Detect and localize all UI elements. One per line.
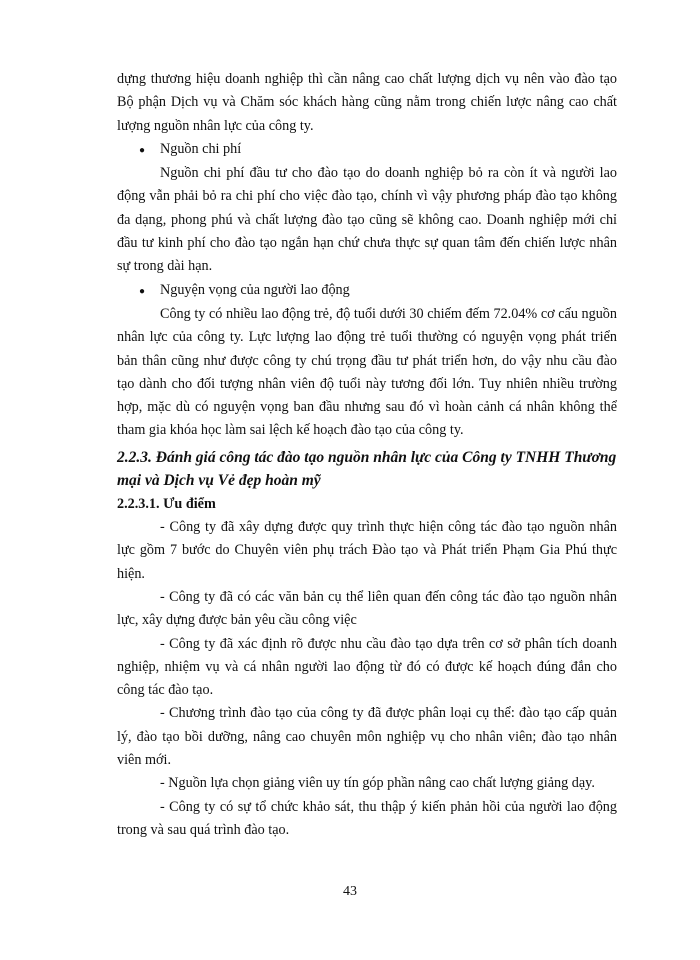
paragraph-cost: Nguồn chi phí đầu tư cho đào tạo do doanh nghiệp bỏ ra còn ít và người lao động vẫn phải bỏ ra chi phí cho việc đào tạo, chính vì vậy phương pháp đào tạo không đa dạng, phong phú và chất lượng đào tạo cũng sẽ không cao. Doanh nghiệp mới chỉ đầu tư kinh phí cho đào tạo ngắn hạn chứ chưa thực sự quan tâm đến chiến lược nhân sự trong dài hạn. bbox=[117, 165, 617, 275]
bullet-icon: ● bbox=[139, 285, 146, 297]
advantage-item: - Công ty đã có các văn bản cụ thể liên quan đến công tác đào tạo nguồn nhân lực, xây dựng được bản yêu cầu công việc bbox=[117, 588, 617, 629]
bullet-item-employee-wishes bbox=[117, 279, 617, 303]
advantage-item: - Công ty có sự tổ chức khảo sát, thu thập ý kiến phản hồi của người lao động trong và sau quá trình đào tạo. bbox=[117, 798, 617, 838]
advantage-item: - Công ty đã xây dựng được quy trình thực hiện công tác đào tạo nguồn nhân lực gồm 7 bước do Chuyên viên phụ trách Đào tạo và Phát triển Phạm Gia Phú thực hiện. bbox=[117, 519, 617, 582]
advantage-item: - Công ty đã xác định rõ được nhu cầu đào tạo dựa trên cơ sở phân tích doanh nghiệp, nhiệm vụ và cá nhân người lao động từ đó có được kế hoạch đúng đắn cho công tác đào tạo. bbox=[117, 635, 617, 699]
bullet-label: Nguyện vọng của người lao động bbox=[160, 281, 350, 298]
page-number: 43 bbox=[343, 884, 357, 899]
advantage-item: - Nguồn lựa chọn giảng viên uy tín góp phần nâng cao chất lượng giảng dạy. bbox=[160, 775, 595, 792]
document-body bbox=[117, 68, 617, 842]
paragraph-employee-wishes: Công ty có nhiều lao động trẻ, độ tuổi dưới 30 chiếm đếm 72.04% cơ cấu nguồn nhân lực của công ty. Lực lượng lao động trẻ tuổi thường có nguyện vọng phát triển bản thân cũng như được công ty chú trọng đầu tư phát triển hơn, do vậy nhu cầu đào tạo dành cho đối tượng nhân viên độ tuổi này tương đối lớn. Tuy nhiên nhiều trường hợp, mặc dù có nguyện vọng ban đầu nhưng sau đó vì hoàn cảnh cá nhân không thể tham gia khóa học làm sai lệch kế hoạch đào tạo của công ty. bbox=[117, 305, 617, 439]
bullet-icon: ● bbox=[139, 144, 146, 156]
section-heading: 2.2.3. Đánh giá công tác đào tạo nguồn nhân lực của Công ty TNHH Thương mại và Dịch vụ Vẻ đẹp hoàn mỹ bbox=[117, 448, 617, 490]
subsection-heading: 2.2.3.1. Ưu điểm bbox=[117, 495, 216, 512]
bullet-item-cost-source bbox=[117, 138, 617, 162]
advantage-item: - Chương trình đào tạo của công ty đã được phân loại cụ thể: đào tạo cấp quản lý, đào tạo bồi dưỡng, nâng cao chuyên môn nghiệp vụ cho nhân viên; đào tạo nhân viên mới. bbox=[117, 705, 617, 769]
bullet-label: Nguồn chi phí bbox=[160, 140, 242, 157]
paragraph-continuation: dựng thương hiệu doanh nghiệp thì cần nâng cao chất lượng dịch vụ nên vào đào tạo Bộ phận Dịch vụ và Chăm sóc khách hàng cũng nằm trong chiến lược nâng cao chất lượng nguồn nhân lực của công ty. bbox=[117, 71, 617, 134]
